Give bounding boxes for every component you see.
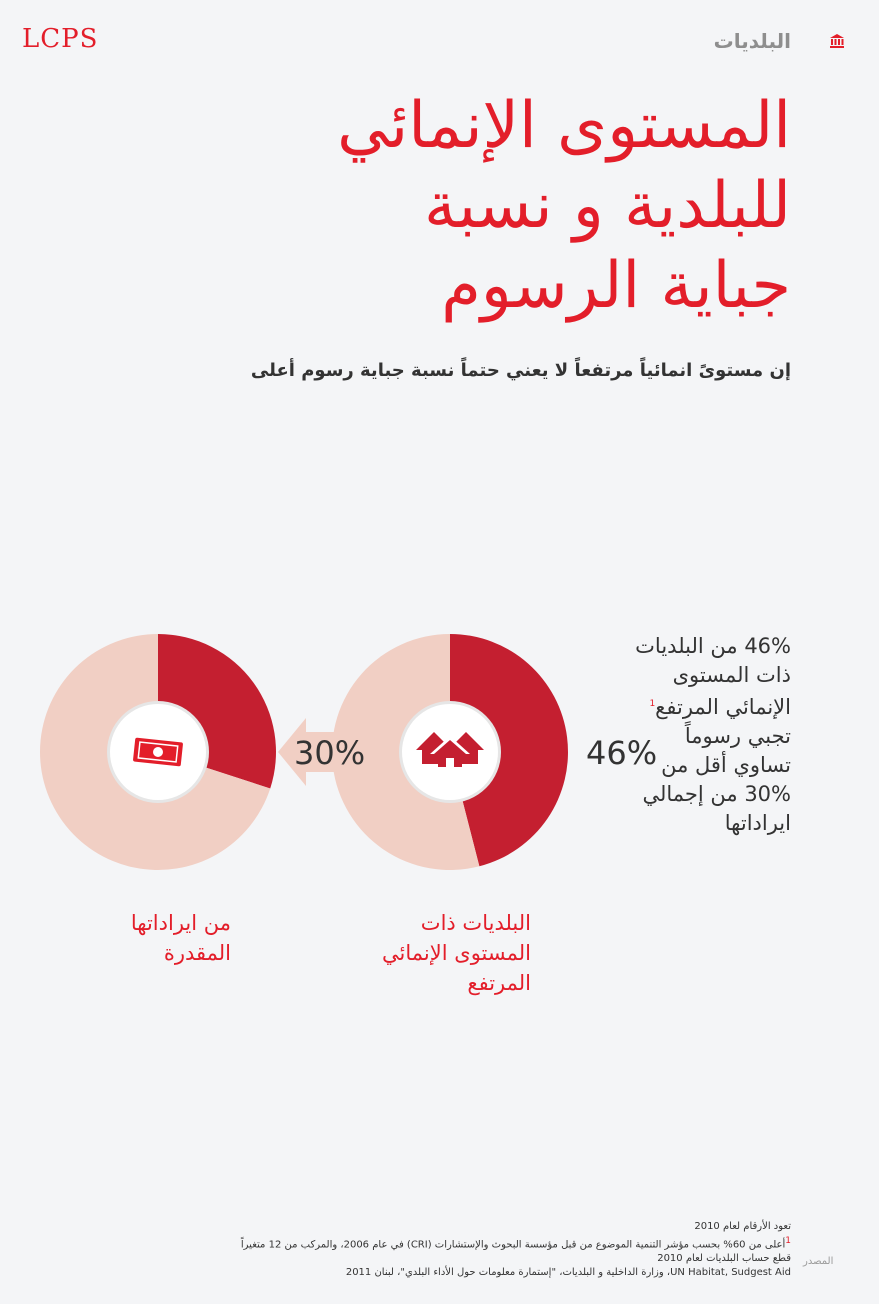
footer-notes — [171, 1220, 791, 1280]
caption-line: من ايراداتها — [130, 911, 231, 935]
section-label: البلديات — [713, 29, 791, 53]
stat-line: 46% من البلديات — [635, 634, 791, 658]
stat-line: ذات المستوى — [672, 663, 791, 687]
stat-line-text: الإنمائي المرتفع — [655, 695, 791, 719]
stat-text — [601, 632, 791, 838]
footnote-marker: 1 — [649, 699, 656, 709]
stat-line: تساوي أقل من — [661, 753, 791, 777]
lcps-logo: LCPS — [22, 24, 99, 54]
footnote-marker: 1 — [785, 1236, 791, 1246]
stat-line: 30% من إجمالي — [642, 782, 791, 806]
footer-line: UN Habitat, Sudgest Aid، وزارة الداخلية و البلديات، "إستمارة معلومات حول الأداء البلدي"، لبنان 2011 — [345, 1267, 791, 1279]
chart-caption-revenue — [31, 908, 231, 968]
percent-label: 30% — [294, 734, 366, 772]
title-line: جباية الرسوم — [441, 249, 791, 323]
stat-line: تجبي رسوماً — [684, 724, 791, 748]
caption-line: البلديات ذات — [420, 911, 531, 935]
building-icon — [829, 33, 845, 49]
footer-line: قطع حساب البلديات لعام 2010 — [657, 1253, 791, 1265]
page-subtitle: إن مستوىً انمائياً مرتفعاً لا يعني حتماً نسبة جباية رسوم أعلى — [250, 360, 791, 381]
title-line: للبلدية و نسبة — [423, 169, 791, 243]
percent-label: 46% — [586, 734, 658, 772]
stat-line — [601, 690, 791, 722]
page-title — [151, 86, 791, 326]
footer-line — [171, 1234, 791, 1252]
source-label: المصدر — [803, 1256, 834, 1267]
title-line: المستوى الإنمائي — [337, 89, 791, 163]
caption-line: المستوى الإنمائي — [382, 941, 531, 965]
stat-line: ايراداتها — [724, 811, 791, 835]
house-door — [446, 758, 454, 767]
money-icon — [133, 738, 183, 767]
banknote-seal — [153, 747, 163, 757]
chart-caption-municipalities — [331, 908, 531, 998]
caption-line: المرتفع — [467, 971, 531, 995]
footer-line-text: أعلى من 60% بحسب مؤشر التنمية الموضوع من قبل مؤسسة البحوث والإستشارات (CRI) في عام 2006، والمركب من 12 متغيراً — [240, 1239, 786, 1251]
caption-line: المقدرة — [163, 941, 231, 965]
footer-line: تعود الأرقام لعام 2010 — [694, 1221, 791, 1232]
